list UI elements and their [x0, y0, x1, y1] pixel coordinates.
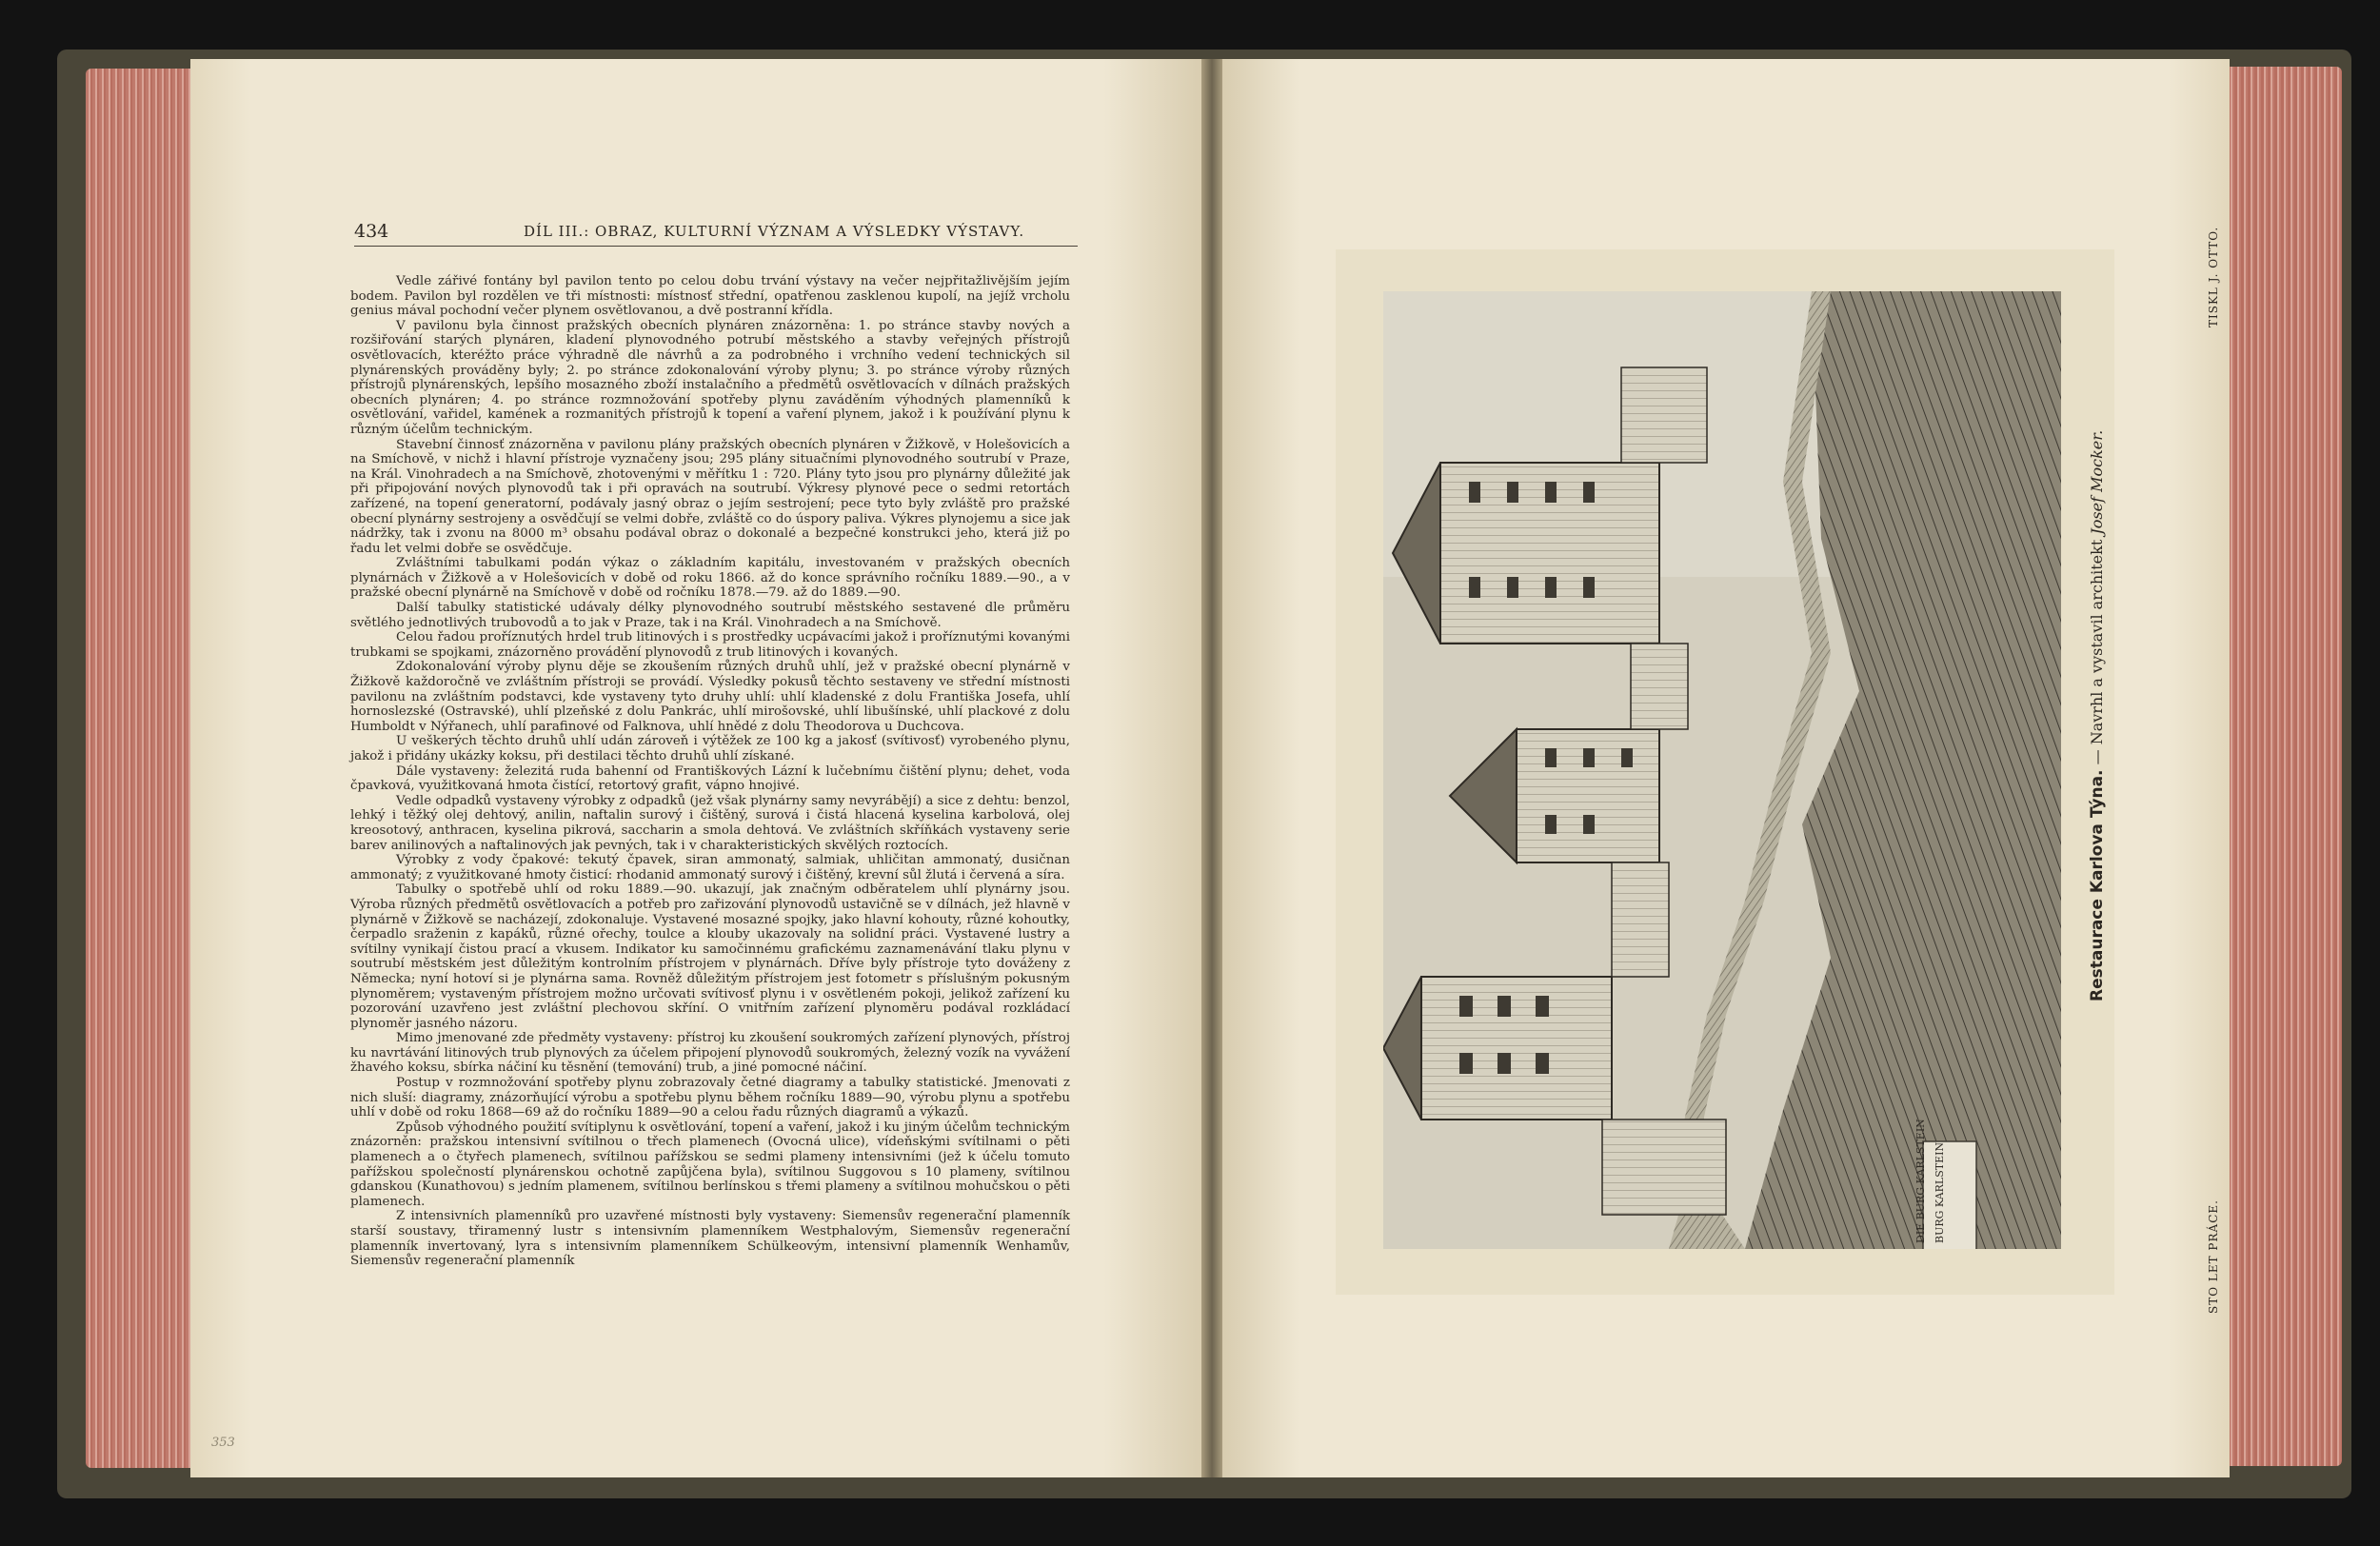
paragraph: Mimo jmenované zde předměty vystaveny: přístroj ku zkoušení soukromých zařízení plynových, přístroj ku navrtávání litinových trub plynových za účelem připojení plynovodů soukromých, železný vozík na vyvážení žhavého koksu, sbírka náčiní ku těsnění (temování) trub, a jiné pomocné náčiní.	[350, 1031, 1070, 1076]
paragraph: V pavilonu byla činnost pražských obecních plynáren znázorněna: 1. po stránce stavby nových a rozšiřování starých plynáren, kladení plynovodného potrubí městského a stavby veřejných přístrojů osvětlovacích, kteréžto práce výhradně dle návrhů a za podrobného i vrchního vedení technických sil plynárenských prováděny byly; 2. po stránce zdokonalování výroby plynu; 3. po stránce výroby různých přístrojů plynárenských, lepšího mosazného zboží instalačního a předmětů osvětlovacích v dílnách pražských obecních plynáren; 4. po stránce rozmnožování spotřeby plynu zaváděním výhodných plamenníků k osvětlování, vařidel, kamének a rozmanitých přístrojů k topení a vaření plynem, jakož i k používání plynu k různým účelům technickým.	[350, 318, 1070, 437]
paragraph: Postup v rozmnožování spotřeby plynu zobrazovaly četné diagramy a tabulky statistické. Jmenovati z nich sluší: diagramy, znázorňující výrobu a spotřebu plynu během ročníku 1889—90, výrobu plynu a spotřebu uhlí v době od roku 1868—69 až do ročníku 1889—90 a celou řadu různých diagramů a výkazů.	[350, 1076, 1070, 1120]
paragraph: Zdokonalování výroby plynu děje se zkoušením různých druhů uhlí, jež v pražské obecní plynárně v Žižkově každoročně ve zvláštním přístroji se provádí. Výsledky pokusů těchto sestaveny ve střední místnosti pavilonu na zvláštním podstavci, kde vystaveny tyto druhy uhlí: uhlí kladenské z dolu Františka Josefa, uhlí hornoslezské (Ostravské), uhlí plzeňské z dolu Pankrác, uhlí mirošovské, uhlí libušínské, uhlí plackové z dolu Humboldt v Nýřanech, uhlí parafinové od Falknova, uhlí hnědé z dolu Theodorova u Duchcova.	[350, 660, 1070, 734]
illustration-plate	[1336, 249, 2114, 1295]
paragraph: Z intensivních plamenníků pro uzavřené místnosti byly vystaveny: Siemensův regenerační plamenník starší soustavy, třiramenný lustr s intensivním plamenníkem Westphalovým, Siemensův regenerační plamenník invertovaný, lyra s intensivním plamenníkem Schülkeovým, intensivní plamenník Wenhamův, Siemensův regenerační plamenník	[350, 1209, 1070, 1269]
paragraph: Zvláštními tabulkami podán výkaz o základním kapitálu, investovaném v pražských obecních plynárnách v Žižkově a v Holešovicích v době od roku 1866. až do konce správního ročníku 1889.—90., a v pražské obecní plynárně na Smíchově v době od ročníku 1878.—79. až do 1889.—90.	[350, 556, 1070, 601]
plate-caption	[2088, 430, 2107, 1001]
paragraph: Výrobky z vody čpakové: tekutý čpavek, siran ammonatý, salmiak, uhličitan ammonatý, dusičnan ammonatý; z využitkované hmoty čisticí: rhodanid ammonatý surový i čištěný, krevní sůl žlutá i červená a síra.	[350, 853, 1070, 882]
running-title: DÍL III.: OBRAZ, KULTURNÍ VÝZNAM A VÝSLEDKY VÝSTAVY.	[524, 223, 1025, 240]
castle-engraving	[1383, 291, 2061, 1249]
book-gutter	[1201, 59, 1222, 1477]
printer-credit: TISKL J. OTTO.	[2207, 226, 2220, 327]
paragraph: U veškerých těchto druhů uhlí udán zároveň i výtěžek ze 100 kg a jakosť (svítivosť) vyrobeného plynu, jakož i přidány ukázky koksu, při destilaci těchto druhů uhlí získané.	[350, 734, 1070, 763]
page-edges-right	[2228, 67, 2342, 1466]
page-number: 434	[354, 221, 389, 242]
paragraph: Dále vystaveny: železitá ruda bahenní od Františkových Lázní k lučebnímu čištění plynu; dehet, voda čpavková, využitkovaná hmota čistící, retortový grafit, vápno hnojivé.	[350, 763, 1070, 794]
paragraph: Celou řadou proříznutých hrdel trub litinových i s prostředky ucpávacími jakož i proříznutými kovanými trubkami se spojkami, znázorněno provádění plynovodů z trub litinových i kovaných.	[350, 630, 1070, 660]
paragraph: Vedle zářivé fontány byl pavilon tento po celou dobu trvání výstavy na večer nejpřitažlivějším jejím bodem. Pavilon byl rozdělen ve tři místnosti: místnosť střední, opatřenou zasklenou kupolí, na jejíž vrcholu genius mával pochodní večer plynem osvětlovanou, a dvě postranní křídla.	[350, 274, 1070, 319]
page-edges-left	[86, 69, 192, 1468]
paragraph: Způsob výhodného použití svítiplynu k osvětlování, topení a vaření, jakož i ku jiným účelům technickým znázorněn: pražskou intensivní svítilnou o třech plamenech (Ovocná ulice), vídeňskými svítilnami o pěti plamenech a o čtyřech plamenech, svítilnou pařížskou se sedmi plameny intensivními (jež k účelu tomuto pařížskou společností plynárenskou ochotně zapůjčena byla), svítilnou Suggovou s 10 plameny, svítilnou gdanskou (Kunathovou) s jedním plamenem, svítilnou berlínskou s třemi plameny a svítilnou mohučskou o pěti plamenech.	[350, 1120, 1070, 1209]
pencil-mark: 353	[211, 1436, 235, 1450]
running-head	[354, 221, 1078, 247]
paragraph: Vedle odpadků vystaveny výrobky z odpadků (jež však plynárny samy nevyrábějí) a sice z dehtu: benzol, lehký i těžký olej dehtový, anilin, naftalin surový i čištěný, surová i čistá hlacená kyselina karbolová, olej kreosotový, anthracen, kyselina pikrová, saccharin a smola dehtová. Ve zvláštních skříňkách vystaveny serie barev anilinových a naftalinových jak pevných, tak i v charakteristických skvělých roztocích.	[350, 793, 1070, 853]
paragraph: Tabulky o spotřebě uhlí od roku 1889.—90. ukazují, jak značným odběratelem uhlí plynárny jsou. Výroba různých předmětů osvětlovacích a potřeb pro zařizování plynovodů ustavičně se v dílnách, jež hlavně v plynárně v Žižkově se nacházejí, zdokonaluje. Vystavené mosazné spojky, jako hlavní kohouty, různé kohoutky, čerpadlo sraženin z kapáků, různé ořechy, toulce a klouby ukazovaly na solidní práci. Vystavené lustry a svítilny vynikají čistou prací a vkusem. Indikator ku samočinnému grafickému zaznamenávání tlaku plynu v soutrubí městském jest důležitým kontrolním přístrojem v plynárnách. Dříve byly přístroje tyto dováženy z Německa; nyní hotoví si je plynárna sama. Rovněž důležitým přístrojem jest fotometr s příslušným pokusným plynoměrem; vystaveným přístrojem možno určovati svítivosť plynu i v osvětleném pokoji, jelikož zařízení ku pozorování uzavřeno jest zvláštní plechovou skříní. O vnitřním zařízení plynoměru podával rozkládací plynoměr jasného názoru.	[350, 882, 1070, 1031]
paragraph: Další tabulky statistické udávaly délky plynovodného soutrubí městského sestavené dle průměru světlého jednotlivých trubovodů a to jak v Praze, tak i na Král. Vinohradech a na Smíchově.	[350, 601, 1070, 630]
plate-inscription-line: DIE BURG KARLSTEIN	[1914, 1119, 1927, 1243]
caption-architect: Josef Mocker.	[2088, 429, 2106, 535]
body-text	[350, 274, 1070, 1312]
plate-inscription-line: BURG KARLSTEIN	[1934, 1141, 1946, 1243]
series-title: STO LET PRÁCE.	[2207, 1199, 2220, 1314]
paragraph: Stavební činnosť znázorněna v pavilonu plány pražských obecních plynáren v Žižkově, v Holešovicích a na Smíchově, v nichž i hlavní přístroje vyznačeny jsou; 295 plány situačními plynovodného soutrubí v Praze, na Král. Vinohradech a na Smíchově, zhotovenými v měřítku 1 : 720. Plány tyto jsou pro plynárny důležité jak při připojování nových plynovodů tak i při opravách na soutrubí. Výkresy plynové pece o sedmi retortách zařízené, na topení generatorní, podávaly jasný obraz o jejím sestrojení; pece tyto byly zvláště pro pražské obecní plynárny sestrojeny a osvědčují se velmi dobře, zvláště co do úspory paliva. Výkres plynojemu a sice jak nádržky, tak i zvonu na 8000 m³ obsahu podával obraz o dokonalé a bezpečné konstrukci jeho, která již po řadu let velmi dobře se osvědčuje.	[350, 437, 1070, 556]
caption-title: Restaurace Karlova Týna.	[2088, 769, 2107, 1001]
caption-text: — Navrhl a vystavil architekt	[2088, 534, 2106, 770]
